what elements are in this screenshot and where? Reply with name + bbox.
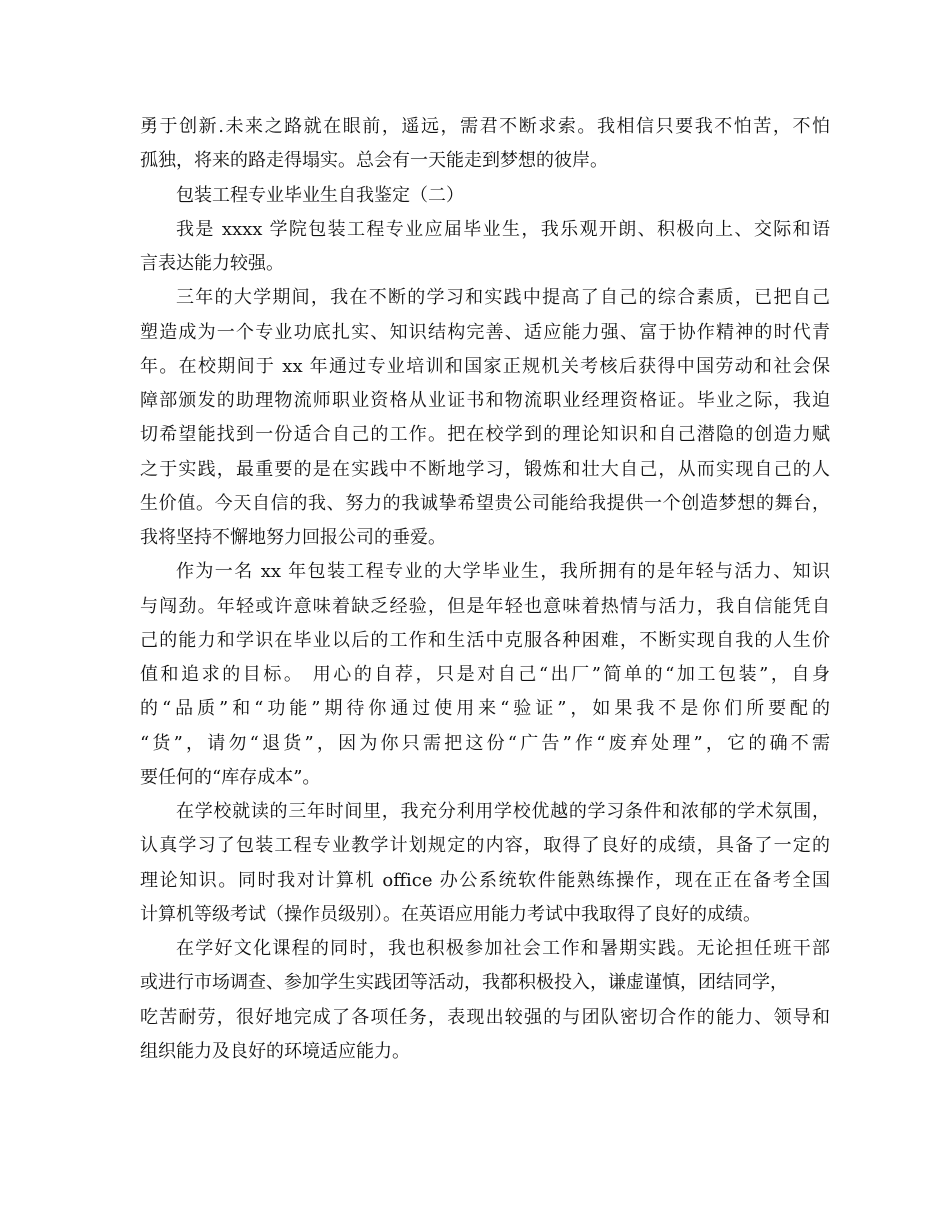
text-line: 塑造成为一个专业功底扎实、知识结构完善、适应能力强、富于协作精神的时代青 xyxy=(140,321,830,343)
section-heading: 包装工程专业毕业生自我鉴定（二） xyxy=(176,184,464,206)
text-line: 组织能力及良好的环境适应能力。 xyxy=(140,1040,410,1062)
text-line: 在学校就读的三年时间里，我充分利用学校优越的学习条件和浓郁的学术氛围， xyxy=(176,801,830,822)
text-line: 我是 xxxx 学院包装工程专业应届毕业生，我乐观开朗、积极向上、交际和语 xyxy=(176,218,830,240)
text-line: 要任何的“库存成本”。 xyxy=(140,766,321,788)
text-line: 障部颁发的助理物流师职业资格从业证书和物流职业经理资格证。毕业之际，我迫 xyxy=(140,390,830,411)
text-line: 或进行市场调查、参加学生实践团等活动，我都积极投入，谦虚谨慎，团结同学， xyxy=(140,972,788,994)
text-line: 孤独，将来的路走得塌实。总会有一天能走到梦想的彼岸。 xyxy=(140,150,608,172)
text-line: 吃苦耐劳，很好地完成了各项任务，表现出较强的与团队密切合作的能力、领导和 xyxy=(140,1006,830,1028)
text-line: 切希望能找到一份适合自己的工作。把在校学到的理论知识和自己潜隐的创造力赋 xyxy=(140,424,830,446)
text-line: 我将坚持不懈地努力回报公司的垂爱。 xyxy=(140,527,446,548)
document-body xyxy=(140,110,830,1069)
text-line: 在学好文化课程的同时，我也积极参加社会工作和暑期实践。无论担任班干部 xyxy=(176,938,830,959)
text-line: 三年的大学期间，我在不断的学习和实践中提高了自己的综合素质，已把自己 xyxy=(176,287,830,309)
text-line: 之于实践，最重要的是在实践中不断地学习，锻炼和壮大自己，从而实现自己的人 xyxy=(140,458,830,480)
text-line: 勇于创新.未来之路就在眼前，遥远，需君不断求索。我相信只要我不怕苦，不怕 xyxy=(140,116,830,137)
text-line: 的“品质”和“功能”期待你通过使用来“验证”，如果我不是你们所要配的 xyxy=(140,698,830,720)
text-line: 言表达能力较强。 xyxy=(140,253,284,274)
text-line: 年。在校期间于 xx 年通过专业培训和国家正规机关考核后获得中国劳动和社会保 xyxy=(140,355,830,377)
text-line: 值和追求的目标。 用心的自荐，只是对自己“出厂”简单的“加工包装”，自身 xyxy=(140,664,830,685)
text-line: “货”，请勿“退货”，因为你只需把这份“广告”作“废弃处理”，它的确不需 xyxy=(140,732,830,754)
text-line: 己的能力和学识在毕业以后的工作和生活中克服各种困难，不断实现自我的人生价 xyxy=(140,629,830,651)
text-line: 理论知识。同时我对计算机 office 办公系统软件能熟练操作，现在正在备考全国 xyxy=(140,869,830,891)
text-line: 作为一名 xx 年包装工程专业的大学毕业生，我所拥有的是年轻与活力、知识 xyxy=(176,561,830,583)
text-line: 与闯劲。年轻或许意味着缺乏经验，但是年轻也意味着热情与活力，我自信能凭自 xyxy=(140,595,830,617)
text-line: 生价值。今天自信的我、努力的我诚挚希望贵公司能给我提供一个创造梦想的舞台， xyxy=(140,492,830,514)
text-line: 认真学习了包装工程专业教学计划规定的内容，取得了良好的成绩，具备了一定的 xyxy=(140,835,830,857)
text-line: 计算机等级考试（操作员级别）。在英语应用能力考试中我取得了良好的成绩。 xyxy=(140,903,761,925)
